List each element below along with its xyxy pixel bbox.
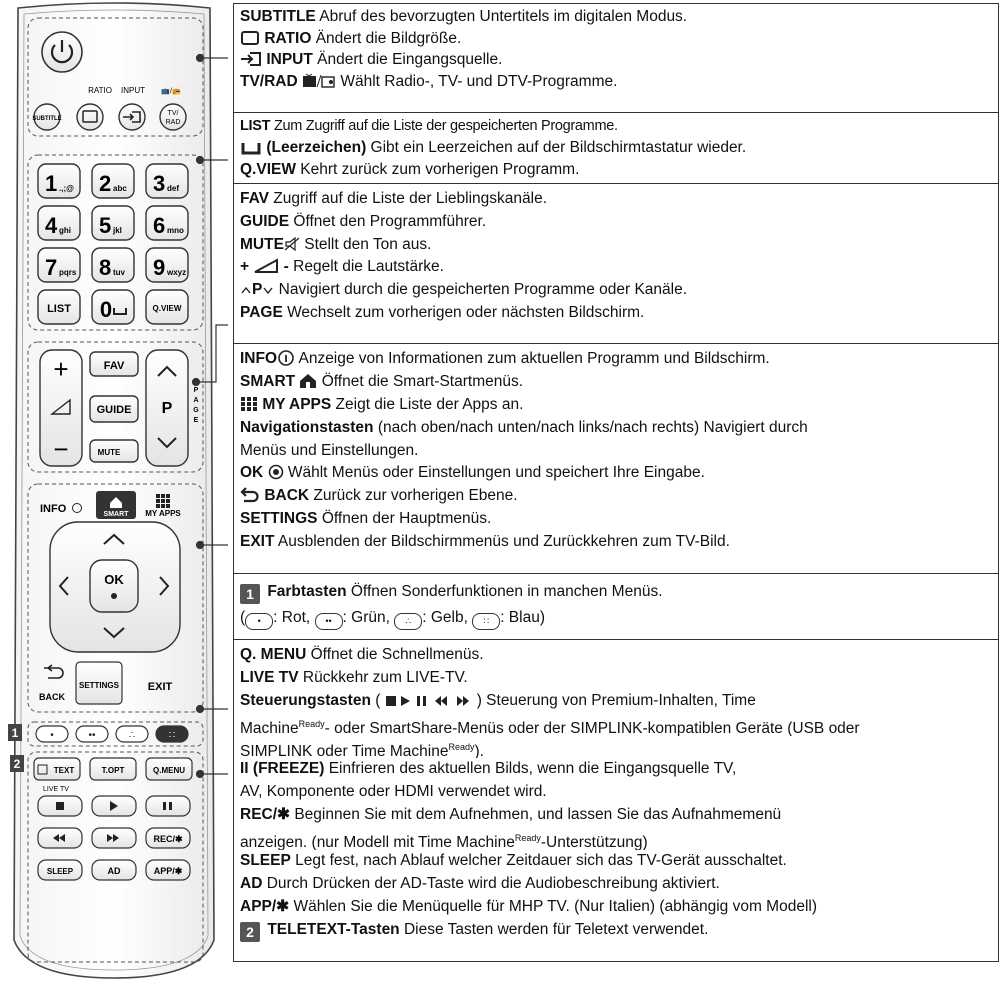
svg-text:+: +	[53, 354, 69, 384]
line-exit: EXIT Ausblenden der Bildschirmmenüs und Zurückkehren zum TV-Bild.	[240, 533, 730, 551]
number-key-digit: 9	[153, 255, 166, 280]
svg-text:GUIDE: GUIDE	[96, 404, 132, 416]
myapps-grid-icon	[156, 494, 170, 508]
svg-text:BACK: BACK	[39, 692, 65, 702]
section-color-buttons	[233, 574, 999, 640]
number-key-letters: mno	[167, 226, 184, 235]
line-ratio: RATIO Ändert die Bildgröße.	[240, 28, 992, 50]
number-key-letters: abc	[113, 184, 127, 193]
svg-text:TV/: TV/	[167, 110, 179, 117]
svg-text:AD: AD	[107, 866, 121, 876]
line-rec: REC/✱ Beginnen Sie mit dem Aufnehmen, und lassen Sie das Aufnahmemenü	[240, 806, 782, 824]
line-ok: OK Wählt Menüs oder Einstellungen und speichert Ihre Eingabe.	[240, 464, 705, 482]
section-volume-buttons	[233, 184, 999, 344]
number-key-letters: tuv	[113, 268, 125, 277]
line-program: P Navigiert durch die gespeicherten Programme oder Kanäle.	[240, 279, 992, 302]
line-guide: GUIDE Öffnet den Programmführer.	[240, 212, 487, 230]
number-key-digit: 7	[45, 255, 58, 280]
pause-button	[146, 796, 190, 816]
svg-text:0: 0	[99, 297, 113, 322]
line-navigation: Navigationstasten (nach oben/nach unten/nach links/nach rechts) Navigiert durch	[240, 418, 808, 436]
svg-text:MY APPS: MY APPS	[145, 509, 181, 518]
livetv-label: LIVE TV	[43, 786, 69, 793]
line-navigation-cont: Menüs und Einstellungen.	[240, 441, 419, 459]
svg-text:REC/✱: REC/✱	[153, 834, 183, 844]
line-qmenu: Q. MENU Öffnet die Schnellmenüs.	[240, 646, 484, 663]
line-teletext: 2 TELETEXT-Tasten Diese Tasten werden für Teletext verwendet.	[240, 919, 992, 942]
line-info: INFO Anzeige von Informationen zum aktuellen Programm und Bildschirm.	[240, 350, 770, 367]
svg-text:SLEEP: SLEEP	[46, 867, 74, 876]
chevron-down-icon	[262, 283, 274, 297]
line-page: PAGE Wechselt zum vorherigen oder nächsten Bildschirm.	[240, 303, 645, 321]
line-steuerung: Steuerungstasten ( ) Steuerung von Premium-Inhalten, Time	[240, 691, 756, 709]
line-volume: + - Regelt die Lautstärke.	[240, 258, 444, 276]
svg-text:T.OPT: T.OPT	[101, 766, 125, 775]
info-label: INFO	[40, 503, 67, 515]
page-letter: G	[193, 407, 199, 414]
page-letter: A	[193, 397, 199, 404]
descriptions-table	[233, 3, 999, 962]
color-key-dots: ∷	[168, 730, 176, 741]
line-fav: FAV Zugriff auf die Liste der Lieblingskanäle.	[240, 190, 548, 207]
marker-2: 2	[13, 757, 21, 771]
number-key-digit: 4	[45, 213, 58, 238]
number-key-digit: 6	[153, 213, 166, 238]
svg-text:SUBTITLE: SUBTITLE	[32, 116, 62, 122]
svg-text:TEXT: TEXT	[53, 766, 75, 775]
section-top-buttons	[233, 4, 999, 113]
line-myapps: MY APPS Zeigt die Liste der Apps an.	[240, 394, 992, 417]
zero-button	[92, 290, 134, 324]
line-freeze: II (FREEZE) Einfrieren des aktuellen Bilds, wenn die Eingangsquelle TV,	[240, 760, 737, 778]
line-qview: Q.VIEW Kehrt zurück zum vorherigen Programm.	[240, 161, 580, 178]
svg-text:P: P	[161, 400, 173, 417]
section-number-buttons	[233, 113, 999, 184]
remote-control-illustration	[0, 0, 228, 982]
tvrad-button	[160, 104, 186, 130]
line-settings: SETTINGS Öffnen der Hauptmenüs.	[240, 510, 492, 528]
number-badge-2: 2	[240, 922, 260, 942]
number-key-letters: pqrs	[59, 268, 77, 277]
svg-text:MUTE: MUTE	[97, 448, 121, 457]
exit-label: EXIT	[147, 681, 173, 693]
input-label: INPUT	[121, 86, 145, 95]
line-back: BACK Zurück zur vorherigen Ebene.	[240, 485, 992, 508]
line-livetv: LIVE TV Rückkehr zum LIVE-TV.	[240, 668, 468, 686]
number-key-digit: 3	[153, 171, 166, 196]
svg-text:FAV: FAV	[103, 360, 125, 372]
chevron-up-icon	[240, 283, 252, 297]
line-list: LIST Zum Zugriff auf die Liste der gespeicherten Programme.	[240, 118, 618, 134]
green-key-icon: ••	[315, 613, 343, 630]
section-bottom-buttons	[233, 640, 999, 962]
tvrad-label: 📺/📻	[161, 88, 181, 95]
color-key-dots: ∴	[128, 730, 136, 741]
tv-icon	[302, 73, 336, 89]
color-key-dots: ••	[88, 730, 96, 741]
number-key-digit: 5	[99, 213, 112, 238]
playback-icons	[385, 694, 477, 708]
line-input: INPUT Ändert die Eingangsquelle.	[240, 49, 992, 71]
volume-icon	[253, 258, 279, 274]
page-letter: E	[193, 417, 199, 424]
svg-text:SMART: SMART	[103, 511, 129, 518]
svg-text:Q.MENU: Q.MENU	[153, 766, 185, 775]
line-rec-2: anzeigen. (nur Modell mit Time Machine$^{Ready}$-Unterstützung)	[240, 833, 648, 851]
section-navigation-buttons	[233, 344, 999, 574]
back-icon	[240, 487, 260, 503]
ok-icon	[268, 464, 284, 480]
svg-text:APP/✱: APP/✱	[153, 866, 183, 876]
number-key-digit: 8	[99, 255, 112, 280]
line-mute: MUTE Stellt den Ton aus.	[240, 235, 432, 253]
number-key-letters: wxyz	[167, 268, 187, 277]
ratio-icon	[240, 30, 260, 46]
number-key-letters: def	[167, 184, 179, 193]
svg-text:RAD: RAD	[165, 119, 181, 126]
line-freeze-2: AV, Komponente oder HDMI verwendet wird.	[240, 783, 547, 801]
apps-grid-icon	[240, 396, 258, 412]
line-subtitle: SUBTITLE Abruf des bevorzugten Untertitels im digitalen Modus.	[240, 8, 688, 25]
svg-text:OK: OK	[104, 572, 124, 587]
svg-text:SETTINGS: SETTINGS	[78, 681, 120, 690]
number-key-letters: .,;@	[59, 184, 74, 193]
line-tvrad: TV/RAD Wählt Radio-, TV- und DTV-Programme.	[240, 72, 618, 90]
number-badge-1: 1	[240, 584, 260, 604]
page-letter: P	[193, 387, 199, 394]
number-key-digit: 1	[45, 171, 58, 196]
line-color-list: ( • : Rot, •• : Grün, ∴ : Gelb, ∷ : Blau)	[240, 605, 992, 631]
svg-text:−: −	[53, 434, 69, 464]
line-ad: AD Durch Drücken der AD-Taste wird die Audiobeschreibung aktiviert.	[240, 874, 720, 892]
line-machine-2: SIMPLINK oder Time Machine$^{Ready}$).	[240, 741, 484, 759]
line-space: (Leerzeichen) Gibt ein Leerzeichen auf der Bildschirmtastatur wieder.	[240, 137, 992, 159]
space-icon	[240, 139, 262, 155]
color-key-dots: •	[50, 730, 54, 741]
number-key-letters: jkl	[113, 226, 122, 235]
svg-text:Q.VIEW: Q.VIEW	[152, 304, 182, 313]
line-machine: Machine$^{Ready}$- oder SmartShare-Menüs oder der SIMPLINK-kompatiblen Geräte (USB oder	[240, 718, 860, 736]
info-icon	[277, 350, 295, 366]
red-key-icon: •	[245, 613, 273, 630]
home-icon	[299, 373, 317, 389]
number-key-letters: ghi	[59, 226, 71, 235]
svg-text:LIST: LIST	[47, 303, 71, 315]
mute-icon	[284, 236, 300, 252]
blue-key-icon: ∷	[472, 613, 500, 630]
ratio-button	[77, 104, 103, 130]
line-sleep: SLEEP Legt fest, nach Ablauf welcher Zeitdauer sich das TV-Gerät ausschaltet.	[240, 852, 787, 870]
line-app: APP/✱ Wählen Sie die Menüquelle für MHP TV. (Nur Italien) (abhängig vom Modell)	[240, 897, 818, 915]
line-smart: SMART Öffnet die Smart-Startmenüs.	[240, 372, 524, 390]
line-color: 1 Farbtasten Öffnen Sonderfunktionen in manchen Menüs.	[240, 579, 992, 605]
yellow-key-icon: ∴	[394, 613, 422, 630]
ratio-label: RATIO	[88, 86, 112, 95]
marker-1: 1	[11, 726, 19, 740]
number-key-digit: 2	[99, 171, 112, 196]
input-icon	[240, 51, 262, 67]
